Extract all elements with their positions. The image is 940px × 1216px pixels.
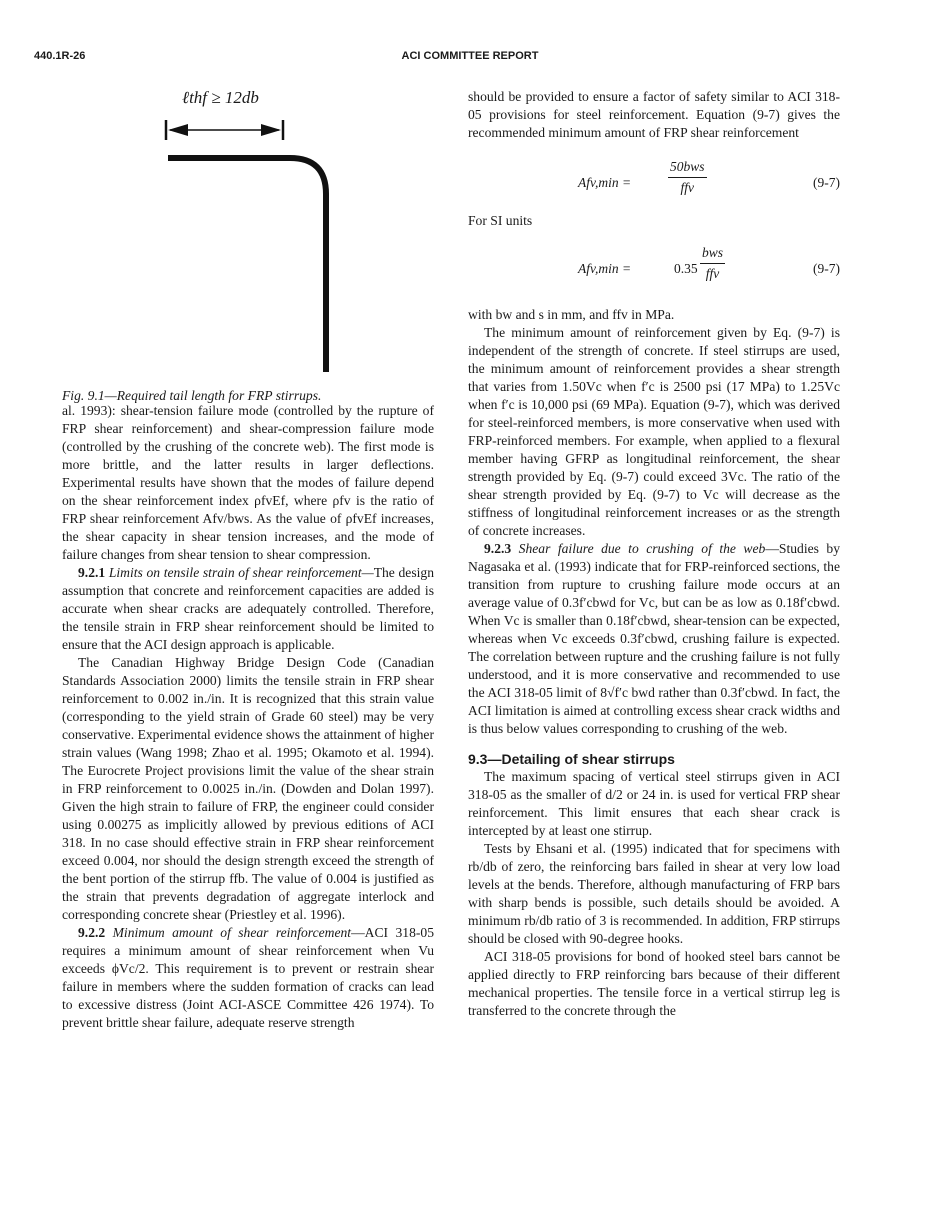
paragraph: The maximum spacing of vertical steel stirrups given in ACI 318-05 as the smaller of d/2 or 24 in. is used for vertical FRP shear reinforcement. This limit ensures that each shear crack is intercepted by at least one stirrup.: [468, 769, 840, 838]
subsection-title: Limits on tensile strain of shear reinforcement—: [108, 565, 374, 580]
paragraph: with bw and s in mm, and ffv in MPa.: [468, 307, 675, 322]
equation-number: (9-7): [813, 261, 840, 276]
page-header: [34, 50, 906, 70]
page-number: 440.1R-26: [34, 50, 86, 62]
equation-coefficient: 0.35: [674, 261, 698, 276]
equation-fraction: [668, 158, 707, 197]
equation-denominator: ffv: [705, 266, 720, 281]
paragraph: should be provided to ensure a factor of safety similar to ACI 318-05 provisions for steel reinforcement. Equation (9-7) gives the recommended minimum amount of FRP shear reinforcement: [468, 89, 840, 140]
figure-label: ℓthf ≥ 12db: [182, 88, 259, 107]
stirrup-bar: [168, 158, 326, 372]
left-column: [62, 402, 434, 1032]
figure-stirrup-tail: [140, 82, 360, 382]
equation-fraction: [700, 244, 725, 283]
equation-lhs: Afv,min =: [578, 261, 632, 276]
subsection-number: 9.2.2: [78, 925, 106, 940]
equation-lhs: Afv,min =: [578, 175, 632, 190]
equation-9-7: [468, 156, 840, 210]
paragraph-body: —ACI 318-05 requires a minimum amount of shear reinforcement when Vu exceeds ϕVc/2. This requirement is to prevent or restrain shear failure in members where the sudden formation of cracks can lead to excessive distress (Joint ACI-ASCE Committee 426 1974). To prevent brittle shear failure, adequate reserve strength: [62, 925, 434, 1030]
paragraph-body: —Studies by Nagasaka et al. (1993) indicate that for FRP-reinforced sections, the transition from rupture to crushing failure mode occurs at an average value of 0.3f′cbwd for Vc, but can be as low as 0.18f′cbwd. When Vc is smaller than 0.18f′cbwd, shear-tension can be expected, whereas when Vc exceeds 0.3f′cbwd, crushing failure is expected. The correlation between rupture and the crushing failure is not fully understood, and it is more conservative and recommended to use the ACI 318-05 limit of 8√f′c bwd rather than 0.3f′cbwd. In fact, the ACI limitation is aimed at controlling excess shear crack widths and is thus below values corresponding to crushing of the web.: [468, 541, 841, 736]
paragraph: For SI units: [468, 213, 533, 228]
paragraph: [468, 540, 840, 738]
equation-denominator: ffv: [680, 180, 694, 195]
paragraph: The Canadian Highway Bridge Design Code (Canadian Standards Association 2000) limits the tensile strain in FRP shear reinforcement to 0.002 in./in. It is recognized that this strain value (corresponding to the yield strain of Grade 60 steel) may be very conservative. Experimental evidence shows the attainment of higher strain values (Wang 1998; Zhao et al. 1995; Okamoto et al. 1994). The Eurocrete Project provisions limit the value of the shear strain in FRP reinforcement to 0.0025 in./in. (Dowden and Dolan 1997). Given the high strain to failure of FRP, the engineer could consider using 0.00275 as implicitly allowed by previous editions of ACI 318. In no case should effective strain in FRP shear reinforcement exceed 0.004, nor should the design strength exceed the strength of the bent portion of the stirrup ffb. The value of 0.004 is justified as the strain that prevents degradation of aggregate interlock and corresponding concrete shear (Priestley et al. 1996).: [62, 655, 434, 922]
paragraph: The minimum amount of reinforcement given by Eq. (9-7) is independent of the strength of concrete. If steel stirrups are used, the minimum amount of reinforcement provides a shear strength that varies from 1.50Vc when f′c is 2500 psi (17 MPa) to 1.25Vc when f′c is 10,000 psi (69 MPa). Equation (9-7), which was derived for steel-reinforced members, is more conservative when used with FRP-reinforced members. For example, when applied to a flexural member having GFRP as longitudinal reinforcement, the shear strength provided by Eq. (9-7) could exceed 3Vc. The ratio of the shear strength provided by Eq. (9-7) to Vc will decrease as the stiffness of longitudinal reinforcement increases or as the strength of concrete increases.: [468, 325, 840, 538]
dimension-arrow-right: [261, 124, 281, 136]
subsection-number: 9.2.1: [78, 565, 106, 580]
fraction-bar: [668, 177, 707, 178]
paragraph: al. 1993): shear-tension failure mode (controlled by the rupture of FRP shear reinforcement) and shear-compression failure mode (controlled by the crushing of the concrete web). The first mode is more brittle, and the latter results in larger deflections. Experimental results have shown that the modes of failure depend on the shear reinforcement index ρfvEf, where ρfv is the ratio of FRP shear reinforcement Afv/bws. As the value of ρfvEf increases, the shear capacity in shear tension increases, and the mode of failure changes from shear tension to shear compression.: [62, 403, 434, 562]
equation-numerator: bws: [702, 245, 724, 260]
figure-caption: Fig. 9.1—Required tail length for FRP stirrups.: [62, 388, 322, 403]
subsection-title: Shear failure due to crushing of the web: [518, 541, 766, 556]
paragraph: Tests by Ehsani et al. (1995) indicated that for specimens with rb/db of zero, the reinforcing bars failed in shear at very low load levels at the bends. Therefore, although manufacturing of FRP bars with sharp bends is possible, such details should be avoided. A minimum rb/db ratio of 3 is recommended. In addition, FRP stirrups should be closed with 90-degree hooks.: [468, 841, 840, 946]
dimension-arrow-left: [168, 124, 188, 136]
right-column: [468, 88, 840, 1020]
subsection-number: 9.2.3: [484, 541, 512, 556]
report-title: ACI COMMITTEE REPORT: [401, 50, 539, 62]
fraction-bar: [700, 263, 725, 264]
paragraph: [62, 924, 434, 1032]
equation-number: (9-7): [813, 175, 840, 190]
equation-9-7-si: [468, 242, 840, 296]
stirrup-diagram: [140, 82, 360, 382]
subsection-title: Minimum amount of shear reinforcement: [112, 925, 352, 940]
paragraph-body: The design assumption that concrete and reinforcement capacities are added is accurate when shear cracks are adequately controlled. Therefore, the tensile strain in FRP shear reinforcement should be limited to ensure that the ACI design approach is applicable.: [62, 565, 434, 652]
section-heading: 9.3—Detailing of shear stirrups: [468, 751, 675, 767]
paragraph: ACI 318-05 provisions for bond of hooked steel bars cannot be applied directly to FRP reinforcing bars because of their different mechanical properties. The tensile force in a vertical stirrup leg is transferred to the concrete through the: [468, 949, 840, 1018]
paragraph: [62, 564, 434, 654]
equation-numerator: 50bws: [670, 159, 705, 174]
